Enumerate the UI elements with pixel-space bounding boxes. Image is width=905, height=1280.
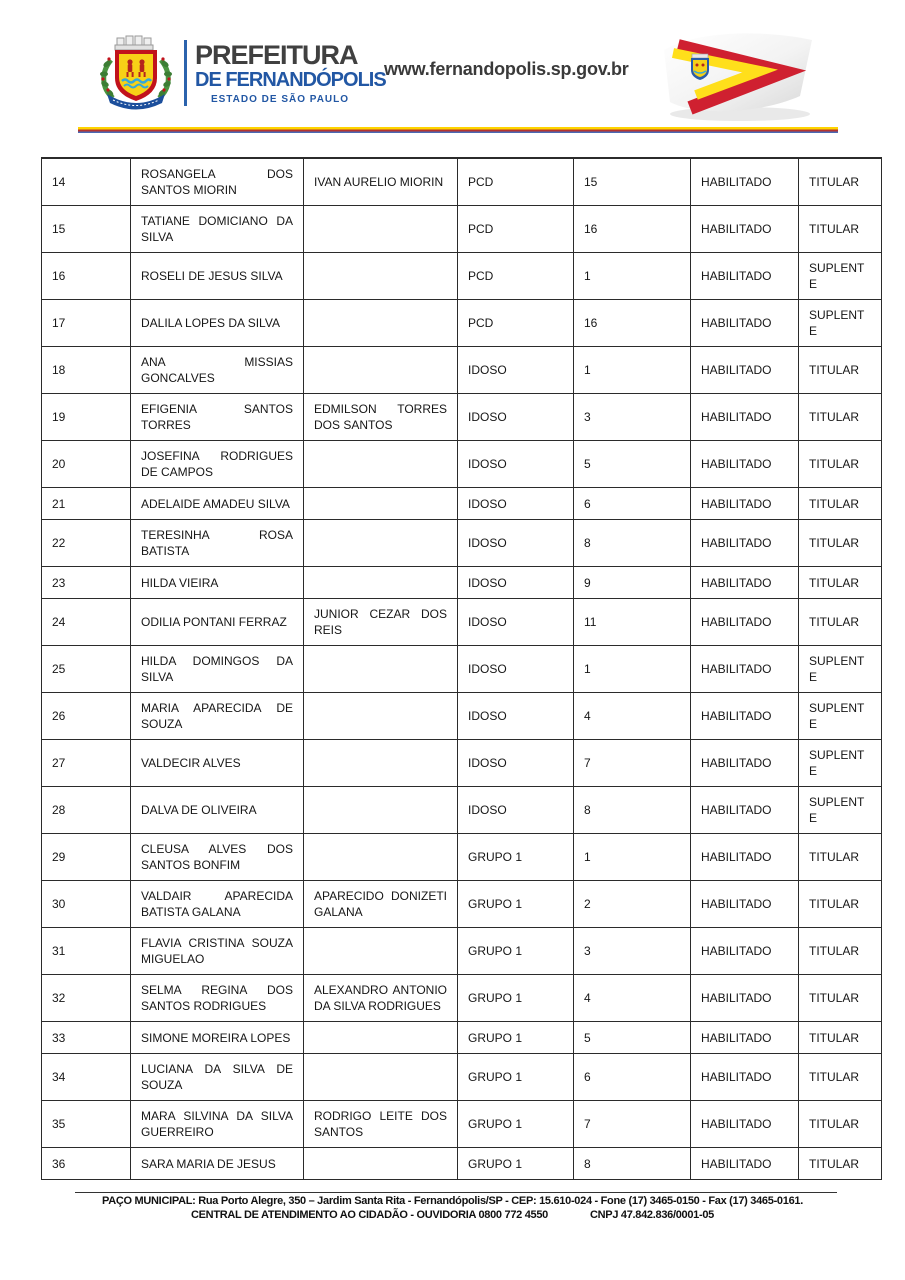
table-row — [42, 881, 882, 928]
cell-second-name — [304, 1054, 458, 1101]
cell-number: 29 — [42, 834, 131, 881]
cell-second-name — [304, 693, 458, 740]
page-footer — [0, 1186, 905, 1221]
footer-cnpj: CNPJ 47.842.836/0001-05 — [590, 1209, 714, 1221]
table-row — [42, 1101, 882, 1148]
cell-name: CLEUSA ALVES DOS SANTOS BONFIM — [131, 834, 304, 881]
cell-status: HABILITADO — [691, 394, 799, 441]
cell-type: TITULAR — [799, 206, 882, 253]
brand-divider — [184, 40, 187, 106]
cell-status: HABILITADO — [691, 1148, 799, 1180]
cell-second-name — [304, 300, 458, 347]
table-row — [42, 300, 882, 347]
coat-of-arms-icon — [93, 30, 179, 116]
cell-second-name — [304, 646, 458, 693]
cell-second-name: RODRIGO LEITE DOS SANTOS — [304, 1101, 458, 1148]
footer-address: PAÇO MUNICIPAL: Rua Porto Alegre, 350 – Jardim Santa Rita - Fernandópolis/SP - CEP: 15.610-024 - Fone (17) 3465-0150 - Fax (17) 3465-0161. — [102, 1195, 803, 1207]
cell-category: IDOSO — [458, 520, 574, 567]
table-row — [42, 347, 882, 394]
org-name-state: ESTADO DE SÃO PAULO — [210, 94, 350, 105]
cell-position: 8 — [574, 520, 691, 567]
cell-position: 6 — [574, 488, 691, 520]
cell-second-name — [304, 834, 458, 881]
cell-second-name — [304, 567, 458, 599]
cell-name: ROSANGELA DOS SANTOS MIORIN — [131, 158, 304, 206]
cell-number: 31 — [42, 928, 131, 975]
cell-second-name — [304, 740, 458, 787]
cell-position: 6 — [574, 1054, 691, 1101]
cell-status: HABILITADO — [691, 881, 799, 928]
cell-status: HABILITADO — [691, 693, 799, 740]
cell-type: TITULAR — [799, 975, 882, 1022]
cell-category: IDOSO — [458, 394, 574, 441]
cell-status: HABILITADO — [691, 300, 799, 347]
cell-status: HABILITADO — [691, 787, 799, 834]
cell-name: ANA MISSIAS GONCALVES — [131, 347, 304, 394]
cell-status: HABILITADO — [691, 1054, 799, 1101]
cell-category: IDOSO — [458, 567, 574, 599]
cell-second-name — [304, 441, 458, 488]
table-row — [42, 520, 882, 567]
cell-category: IDOSO — [458, 740, 574, 787]
table-row — [42, 1022, 882, 1054]
cell-status: HABILITADO — [691, 834, 799, 881]
cell-number: 14 — [42, 158, 131, 206]
table-row — [42, 488, 882, 520]
cell-status: HABILITADO — [691, 158, 799, 206]
table-row — [42, 206, 882, 253]
cell-category: GRUPO 1 — [458, 1148, 574, 1180]
cell-name: FLAVIA CRISTINA SOUZA MIGUELAO — [131, 928, 304, 975]
cell-name: ODILIA PONTANI FERRAZ — [131, 599, 304, 646]
cell-category: PCD — [458, 206, 574, 253]
cell-number: 32 — [42, 975, 131, 1022]
cell-position: 1 — [574, 834, 691, 881]
cell-status: HABILITADO — [691, 488, 799, 520]
table-row — [42, 693, 882, 740]
cell-second-name: APARECIDO DONIZETI GALANA — [304, 881, 458, 928]
cell-number: 21 — [42, 488, 131, 520]
cell-type: TITULAR — [799, 1022, 882, 1054]
table-row — [42, 1148, 882, 1180]
cell-type: TITULAR — [799, 1054, 882, 1101]
table-row — [42, 787, 882, 834]
cell-status: HABILITADO — [691, 1101, 799, 1148]
cell-category: IDOSO — [458, 441, 574, 488]
cell-second-name: EDMILSON TORRES DOS SANTOS — [304, 394, 458, 441]
cell-position: 16 — [574, 206, 691, 253]
cell-type: SUPLENTE — [799, 740, 882, 787]
cell-number: 28 — [42, 787, 131, 834]
cell-name: SARA MARIA DE JESUS — [131, 1148, 304, 1180]
cell-type: SUPLENTE — [799, 646, 882, 693]
cell-status: HABILITADO — [691, 928, 799, 975]
cell-position: 3 — [574, 394, 691, 441]
cell-type: TITULAR — [799, 881, 882, 928]
table-row — [42, 158, 882, 206]
cell-position: 1 — [574, 646, 691, 693]
footer-contact — [0, 1209, 905, 1221]
cell-number: 25 — [42, 646, 131, 693]
cell-number: 24 — [42, 599, 131, 646]
cell-position: 1 — [574, 253, 691, 300]
table-row — [42, 740, 882, 787]
cell-status: HABILITADO — [691, 975, 799, 1022]
cell-number: 19 — [42, 394, 131, 441]
cell-name: MARA SILVINA DA SILVA GUERREIRO — [131, 1101, 304, 1148]
cell-name: HILDA DOMINGOS DA SILVA — [131, 646, 304, 693]
table-row — [42, 253, 882, 300]
cell-name: SELMA REGINA DOS SANTOS RODRIGUES — [131, 975, 304, 1022]
cell-name: JOSEFINA RODRIGUES DE CAMPOS — [131, 441, 304, 488]
cell-name: VALDAIR APARECIDA BATISTA GALANA — [131, 881, 304, 928]
cell-type: TITULAR — [799, 158, 882, 206]
cell-number: 20 — [42, 441, 131, 488]
cell-category: IDOSO — [458, 599, 574, 646]
cell-number: 16 — [42, 253, 131, 300]
cell-status: HABILITADO — [691, 1022, 799, 1054]
cell-position: 11 — [574, 599, 691, 646]
cell-name: MARIA APARECIDA DE SOUZA — [131, 693, 304, 740]
cell-second-name: JUNIOR CEZAR DOS REIS — [304, 599, 458, 646]
cell-position: 2 — [574, 881, 691, 928]
cell-category: IDOSO — [458, 787, 574, 834]
cell-second-name — [304, 1148, 458, 1180]
cell-number: 15 — [42, 206, 131, 253]
cell-type: SUPLENTE — [799, 253, 882, 300]
cell-second-name — [304, 206, 458, 253]
table-wrap — [41, 157, 882, 1180]
cell-position: 5 — [574, 1022, 691, 1054]
table-row — [42, 567, 882, 599]
cell-category: GRUPO 1 — [458, 1054, 574, 1101]
table-row — [42, 928, 882, 975]
cell-status: HABILITADO — [691, 441, 799, 488]
cell-category: GRUPO 1 — [458, 1101, 574, 1148]
cell-second-name — [304, 928, 458, 975]
cell-second-name — [304, 787, 458, 834]
cell-second-name — [304, 488, 458, 520]
cell-number: 34 — [42, 1054, 131, 1101]
cell-type: SUPLENTE — [799, 787, 882, 834]
cell-type: TITULAR — [799, 1148, 882, 1180]
cell-category: IDOSO — [458, 347, 574, 394]
cell-number: 30 — [42, 881, 131, 928]
cell-status: HABILITADO — [691, 347, 799, 394]
candidates-table — [41, 157, 882, 1180]
cell-status: HABILITADO — [691, 520, 799, 567]
table-row — [42, 975, 882, 1022]
cell-position: 9 — [574, 567, 691, 599]
cell-position: 8 — [574, 787, 691, 834]
cell-name: EFIGENIA SANTOS TORRES — [131, 394, 304, 441]
cell-type: SUPLENTE — [799, 300, 882, 347]
cell-position: 7 — [574, 1101, 691, 1148]
org-name-prefeitura: PREFEITURA — [195, 40, 358, 70]
cell-name: DALILA LOPES DA SILVA — [131, 300, 304, 347]
cell-second-name — [304, 347, 458, 394]
cell-type: TITULAR — [799, 567, 882, 599]
cell-status: HABILITADO — [691, 206, 799, 253]
cell-number: 26 — [42, 693, 131, 740]
cell-category: GRUPO 1 — [458, 1022, 574, 1054]
cell-type: TITULAR — [799, 394, 882, 441]
cell-category: GRUPO 1 — [458, 881, 574, 928]
cell-type: TITULAR — [799, 520, 882, 567]
cell-position: 4 — [574, 975, 691, 1022]
cell-type: TITULAR — [799, 347, 882, 394]
cell-category: PCD — [458, 158, 574, 206]
table-row — [42, 1054, 882, 1101]
cell-type: TITULAR — [799, 599, 882, 646]
cell-category: IDOSO — [458, 646, 574, 693]
cell-position: 5 — [574, 441, 691, 488]
cell-name: ROSELI DE JESUS SILVA — [131, 253, 304, 300]
cell-position: 15 — [574, 158, 691, 206]
cell-name: HILDA VIEIRA — [131, 567, 304, 599]
cell-name: SIMONE MOREIRA LOPES — [131, 1022, 304, 1054]
flag-icon — [648, 26, 826, 124]
cell-name: VALDECIR ALVES — [131, 740, 304, 787]
cell-number: 22 — [42, 520, 131, 567]
cell-second-name: IVAN AURELIO MIORIN — [304, 158, 458, 206]
cell-position: 16 — [574, 300, 691, 347]
cell-name: ADELAIDE AMADEU SILVA — [131, 488, 304, 520]
cell-number: 27 — [42, 740, 131, 787]
cell-position: 4 — [574, 693, 691, 740]
table-row — [42, 599, 882, 646]
cell-category: GRUPO 1 — [458, 834, 574, 881]
cell-name: DALVA DE OLIVEIRA — [131, 787, 304, 834]
cell-category: GRUPO 1 — [458, 928, 574, 975]
org-name-block — [195, 40, 386, 107]
cell-status: HABILITADO — [691, 740, 799, 787]
cell-category: GRUPO 1 — [458, 975, 574, 1022]
cell-type: TITULAR — [799, 441, 882, 488]
cell-position: 8 — [574, 1148, 691, 1180]
cell-number: 36 — [42, 1148, 131, 1180]
table-row — [42, 646, 882, 693]
cell-name: LUCIANA DA SILVA DE SOUZA — [131, 1054, 304, 1101]
cell-second-name — [304, 520, 458, 567]
cell-category: IDOSO — [458, 693, 574, 740]
cell-type: TITULAR — [799, 834, 882, 881]
org-name-city: DE FERNANDÓPOLIS — [195, 69, 386, 91]
cell-second-name — [304, 1022, 458, 1054]
footer-ouvidoria: CENTRAL DE ATENDIMENTO AO CIDADÃO - OUVIDORIA 0800 772 4550 — [191, 1209, 548, 1221]
website-url: www.fernandopolis.sp.gov.br — [384, 59, 629, 79]
cell-number: 35 — [42, 1101, 131, 1148]
cell-category: PCD — [458, 300, 574, 347]
footer-rule — [75, 1192, 837, 1193]
table-row — [42, 441, 882, 488]
cell-type: SUPLENTE — [799, 693, 882, 740]
cell-type: TITULAR — [799, 928, 882, 975]
cell-number: 23 — [42, 567, 131, 599]
cell-position: 7 — [574, 740, 691, 787]
cell-number: 18 — [42, 347, 131, 394]
cell-number: 17 — [42, 300, 131, 347]
cell-category: IDOSO — [458, 488, 574, 520]
table-row — [42, 834, 882, 881]
cell-second-name — [304, 253, 458, 300]
tricolor-stripe — [78, 127, 838, 133]
cell-name: TERESINHA ROSA BATISTA — [131, 520, 304, 567]
cell-category: PCD — [458, 253, 574, 300]
cell-status: HABILITADO — [691, 253, 799, 300]
cell-number: 33 — [42, 1022, 131, 1054]
cell-position: 1 — [574, 347, 691, 394]
cell-type: TITULAR — [799, 1101, 882, 1148]
table-row — [42, 394, 882, 441]
cell-status: HABILITADO — [691, 599, 799, 646]
cell-second-name: ALEXANDRO ANTONIO DA SILVA RODRIGUES — [304, 975, 458, 1022]
cell-name: TATIANE DOMICIANO DA SILVA — [131, 206, 304, 253]
cell-type: TITULAR — [799, 488, 882, 520]
cell-status: HABILITADO — [691, 567, 799, 599]
cell-status: HABILITADO — [691, 646, 799, 693]
cell-position: 3 — [574, 928, 691, 975]
